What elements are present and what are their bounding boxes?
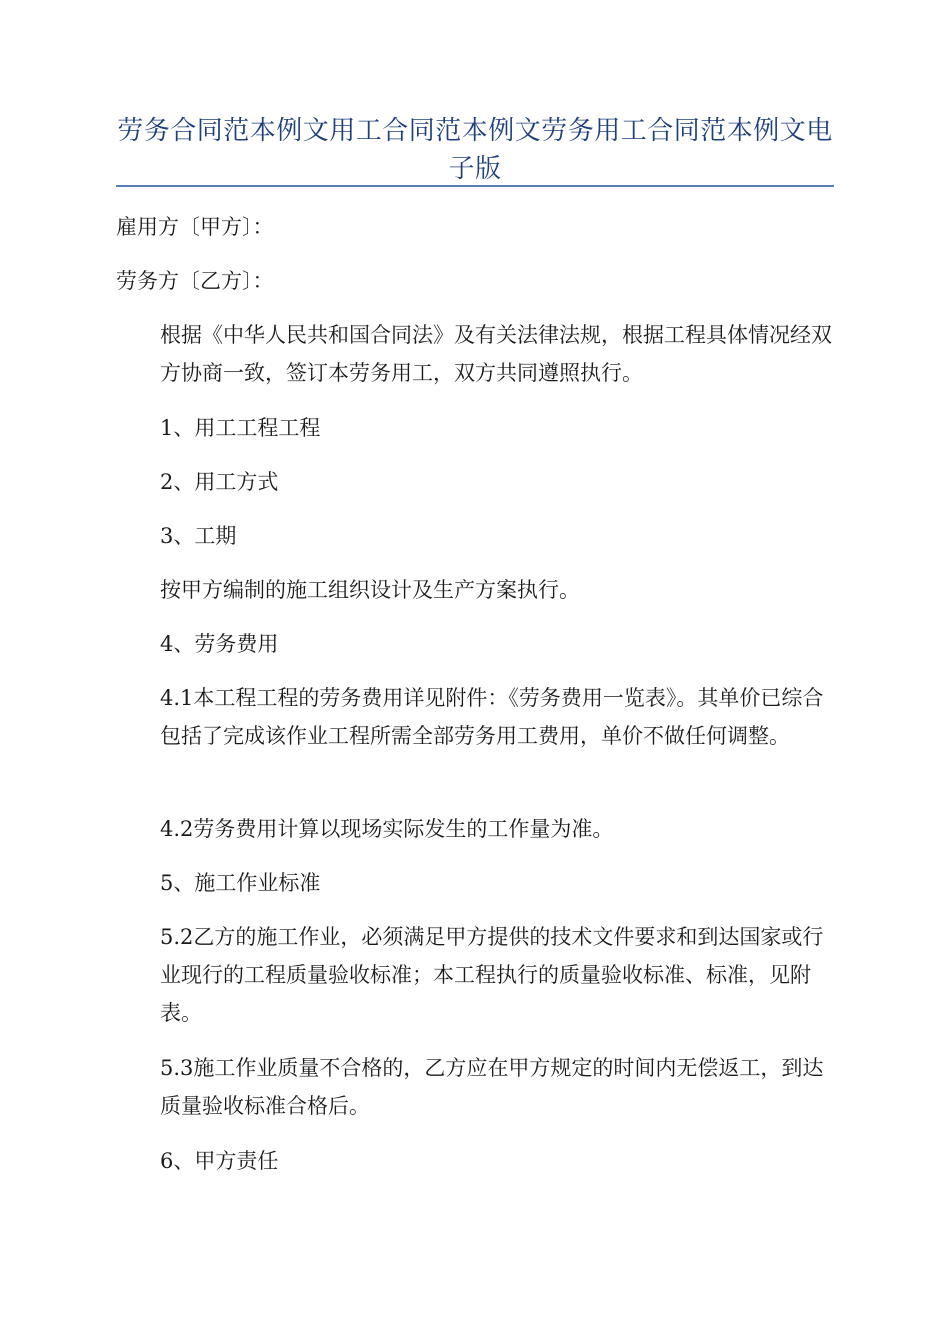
schedule-paragraph: 按甲方编制的施工组织设计及生产方案执行。 (160, 578, 580, 602)
section-heading-3: 3、工期 (160, 524, 237, 548)
clause-5-3: 5.3施工作业质量不合格的，乙方应在甲方规定的时间内无偿返工，到达质量验收标准合格后。 (160, 1056, 824, 1118)
clause-4-2: 4.2劳务费用计算以现场实际发生的工作量为准。 (160, 817, 614, 841)
clause-4-1: 4.1本工程工程的劳务费用详见附件：《劳务费用一览表》。其单价已综合包括了完成该作业工程所需全部劳务用工费用，单价不做任何调整。 (160, 686, 824, 748)
employer-line: 雇用方〔甲方〕： (116, 215, 274, 239)
laborer-line: 劳务方〔乙方〕： (116, 269, 274, 293)
title-underline (116, 185, 834, 187)
section-heading-2: 2、用工方式 (160, 470, 279, 494)
section-heading-6: 6、甲方责任 (160, 1149, 279, 1173)
clause-5-2: 5.2乙方的施工作业，必须满足甲方提供的技术文件要求和到达国家或行业现行的工程质量验收标准；本工程执行的质量验收标准、标准，见附表。 (160, 925, 824, 1025)
document-title: 劳务合同范本例文用工合同范本例文劳务用工合同范本例文电子版 (117, 116, 833, 184)
section-heading-5: 5、施工作业标准 (160, 871, 321, 895)
preamble-paragraph: 根据《中华人民共和国合同法》及有关法律法规，根据工程具体情况经双方协商一致，签订本劳务用工，双方共同遵照执行。 (160, 323, 832, 385)
section-heading-1: 1、用工工程工程 (160, 416, 321, 440)
section-heading-4: 4、劳务费用 (160, 632, 279, 656)
